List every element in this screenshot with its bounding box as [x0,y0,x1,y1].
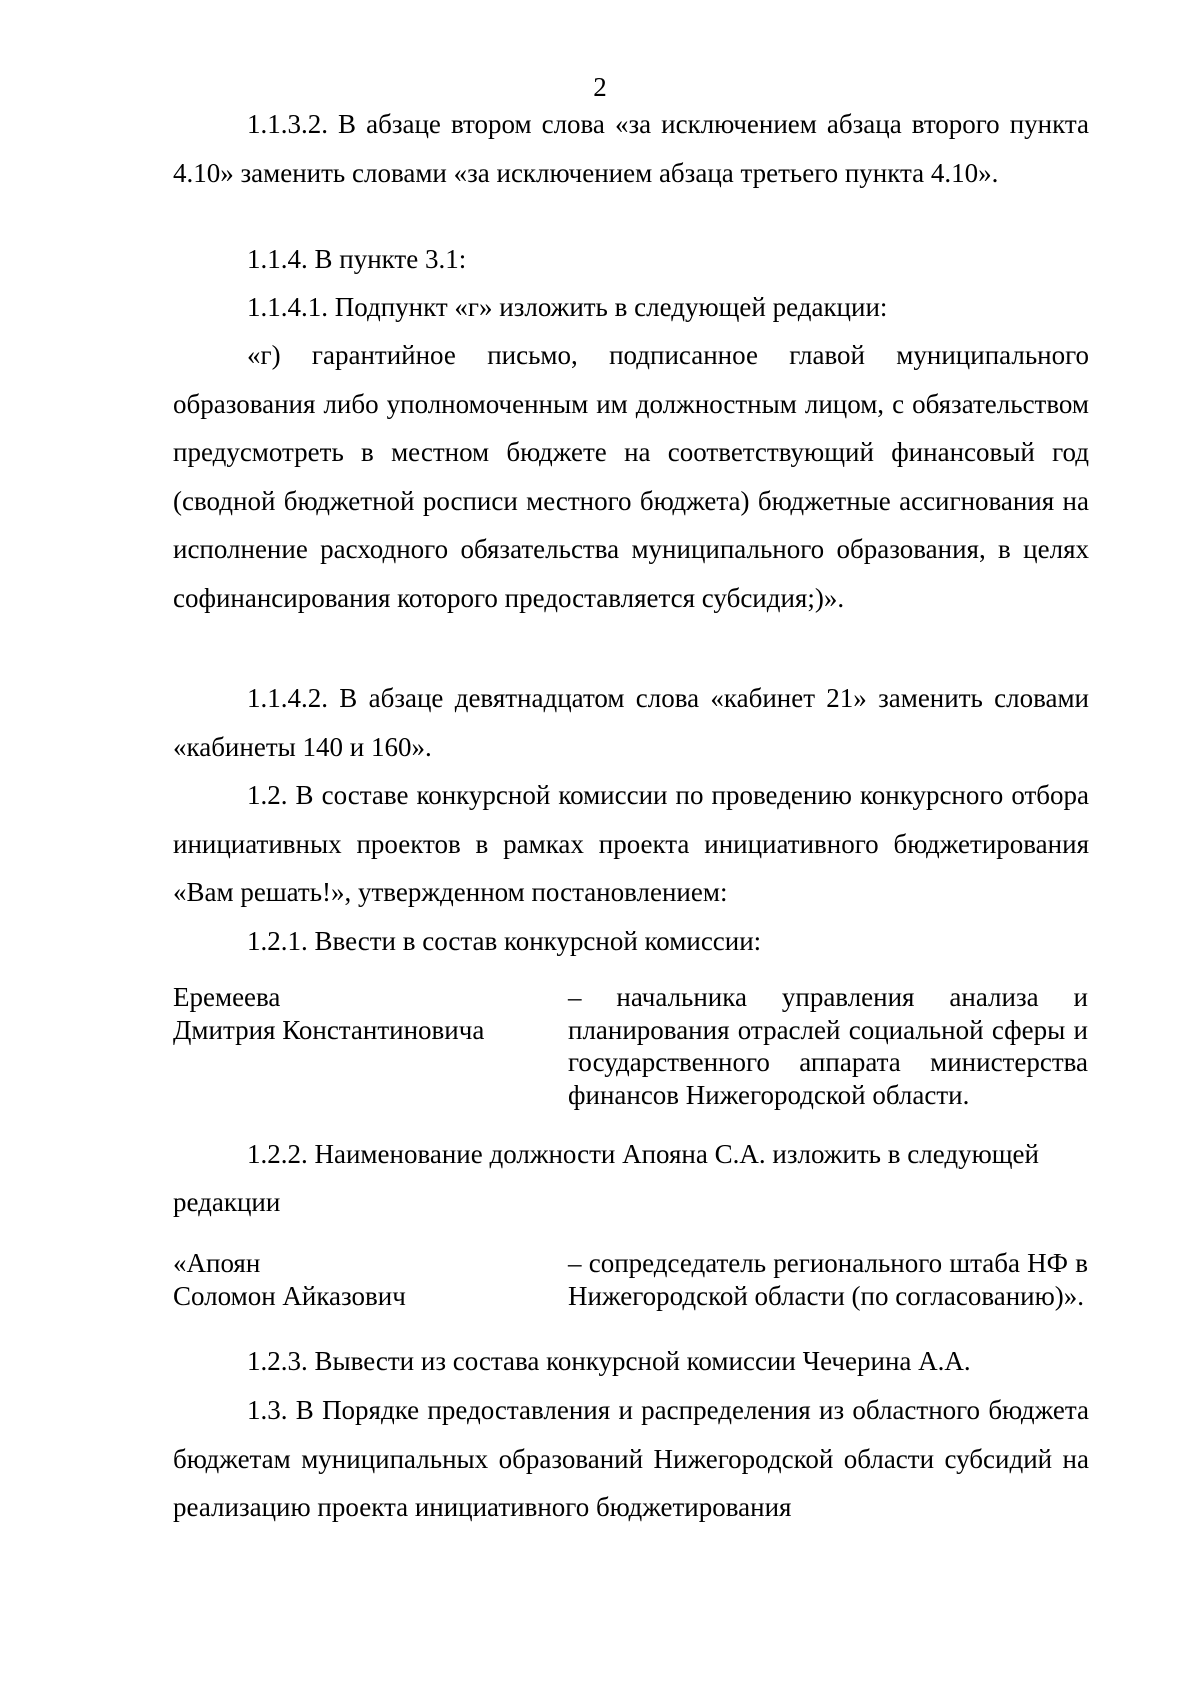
paragraph-1-2-3: 1.2.3. Вывести из состава конкурсной комиссии Чечерина А.А. [247,1346,971,1376]
member-name [173,981,553,1046]
paragraph-1-1-3-2: 1.1.3.2. В абзаце втором слова «за исключением абзаца второго пункта 4.10» заменить словами «за исключением абзаца третьего пункта 4.10». [173,109,1089,188]
member-position: – сопредседатель регионального штаба НФ в Нижегородской области (по согласованию)». [568,1248,1088,1311]
member-position: – начальника управления анализа и планирования отраслей социальной сферы и государственного аппарата министерства финансов Нижегородской области. [568,982,1088,1110]
paragraph-1-1-4-1: 1.1.4.1. Подпункт «г» изложить в следующей редакции: [247,292,888,322]
paragraph-1-1-4: 1.1.4. В пункте 3.1: [247,244,467,274]
paragraph-1-2-1: 1.2.1. Ввести в состав конкурсной комиссии: [247,926,762,956]
paragraph-1-2-2-continuation: редакции [173,1187,281,1217]
paragraph-1-1-4-2: 1.1.4.2. В абзаце девятнадцатом слова «кабинет 21» заменить словами «кабинеты 140 и 160». [173,683,1089,762]
member-given-names: Соломон Айказович [173,1280,406,1311]
paragraph-subpoint-g: «г) гарантийное письмо, подписанное главой муниципального образования либо уполномоченным им должностным лицом, с обязательством предусмотреть в местном бюджете на соответствующий финансовый год (сводной бюджетной росписи местного бюджета) бюджетные ассигнования на исполнение расходного обязательства муниципального образования, в целях софинансирования которого предоставляется субсидия;)». [173,340,1089,613]
member-surname: Еремеева [173,982,281,1012]
member-given-names: Дмитрия Константиновича [173,1014,485,1045]
page-number: 2 [593,72,607,102]
paragraph-1-2: 1.2. В составе конкурсной комиссии по проведению конкурсного отбора инициативных проектов в рамках проекта инициативного бюджетирования «Вам решать!», утвержденном постановлением: [173,780,1089,908]
member-name [173,1247,553,1312]
paragraph-1-2-2: 1.2.2. Наименование должности Апояна С.А. изложить в следующей [247,1139,1039,1169]
paragraph-1-3: 1.3. В Порядке предоставления и распределения из областного бюджета бюджетам муниципальных образований Нижегородской области субсидий на реализацию проекта инициативного бюджетирования [173,1395,1089,1523]
member-surname: «Апоян [173,1248,261,1278]
